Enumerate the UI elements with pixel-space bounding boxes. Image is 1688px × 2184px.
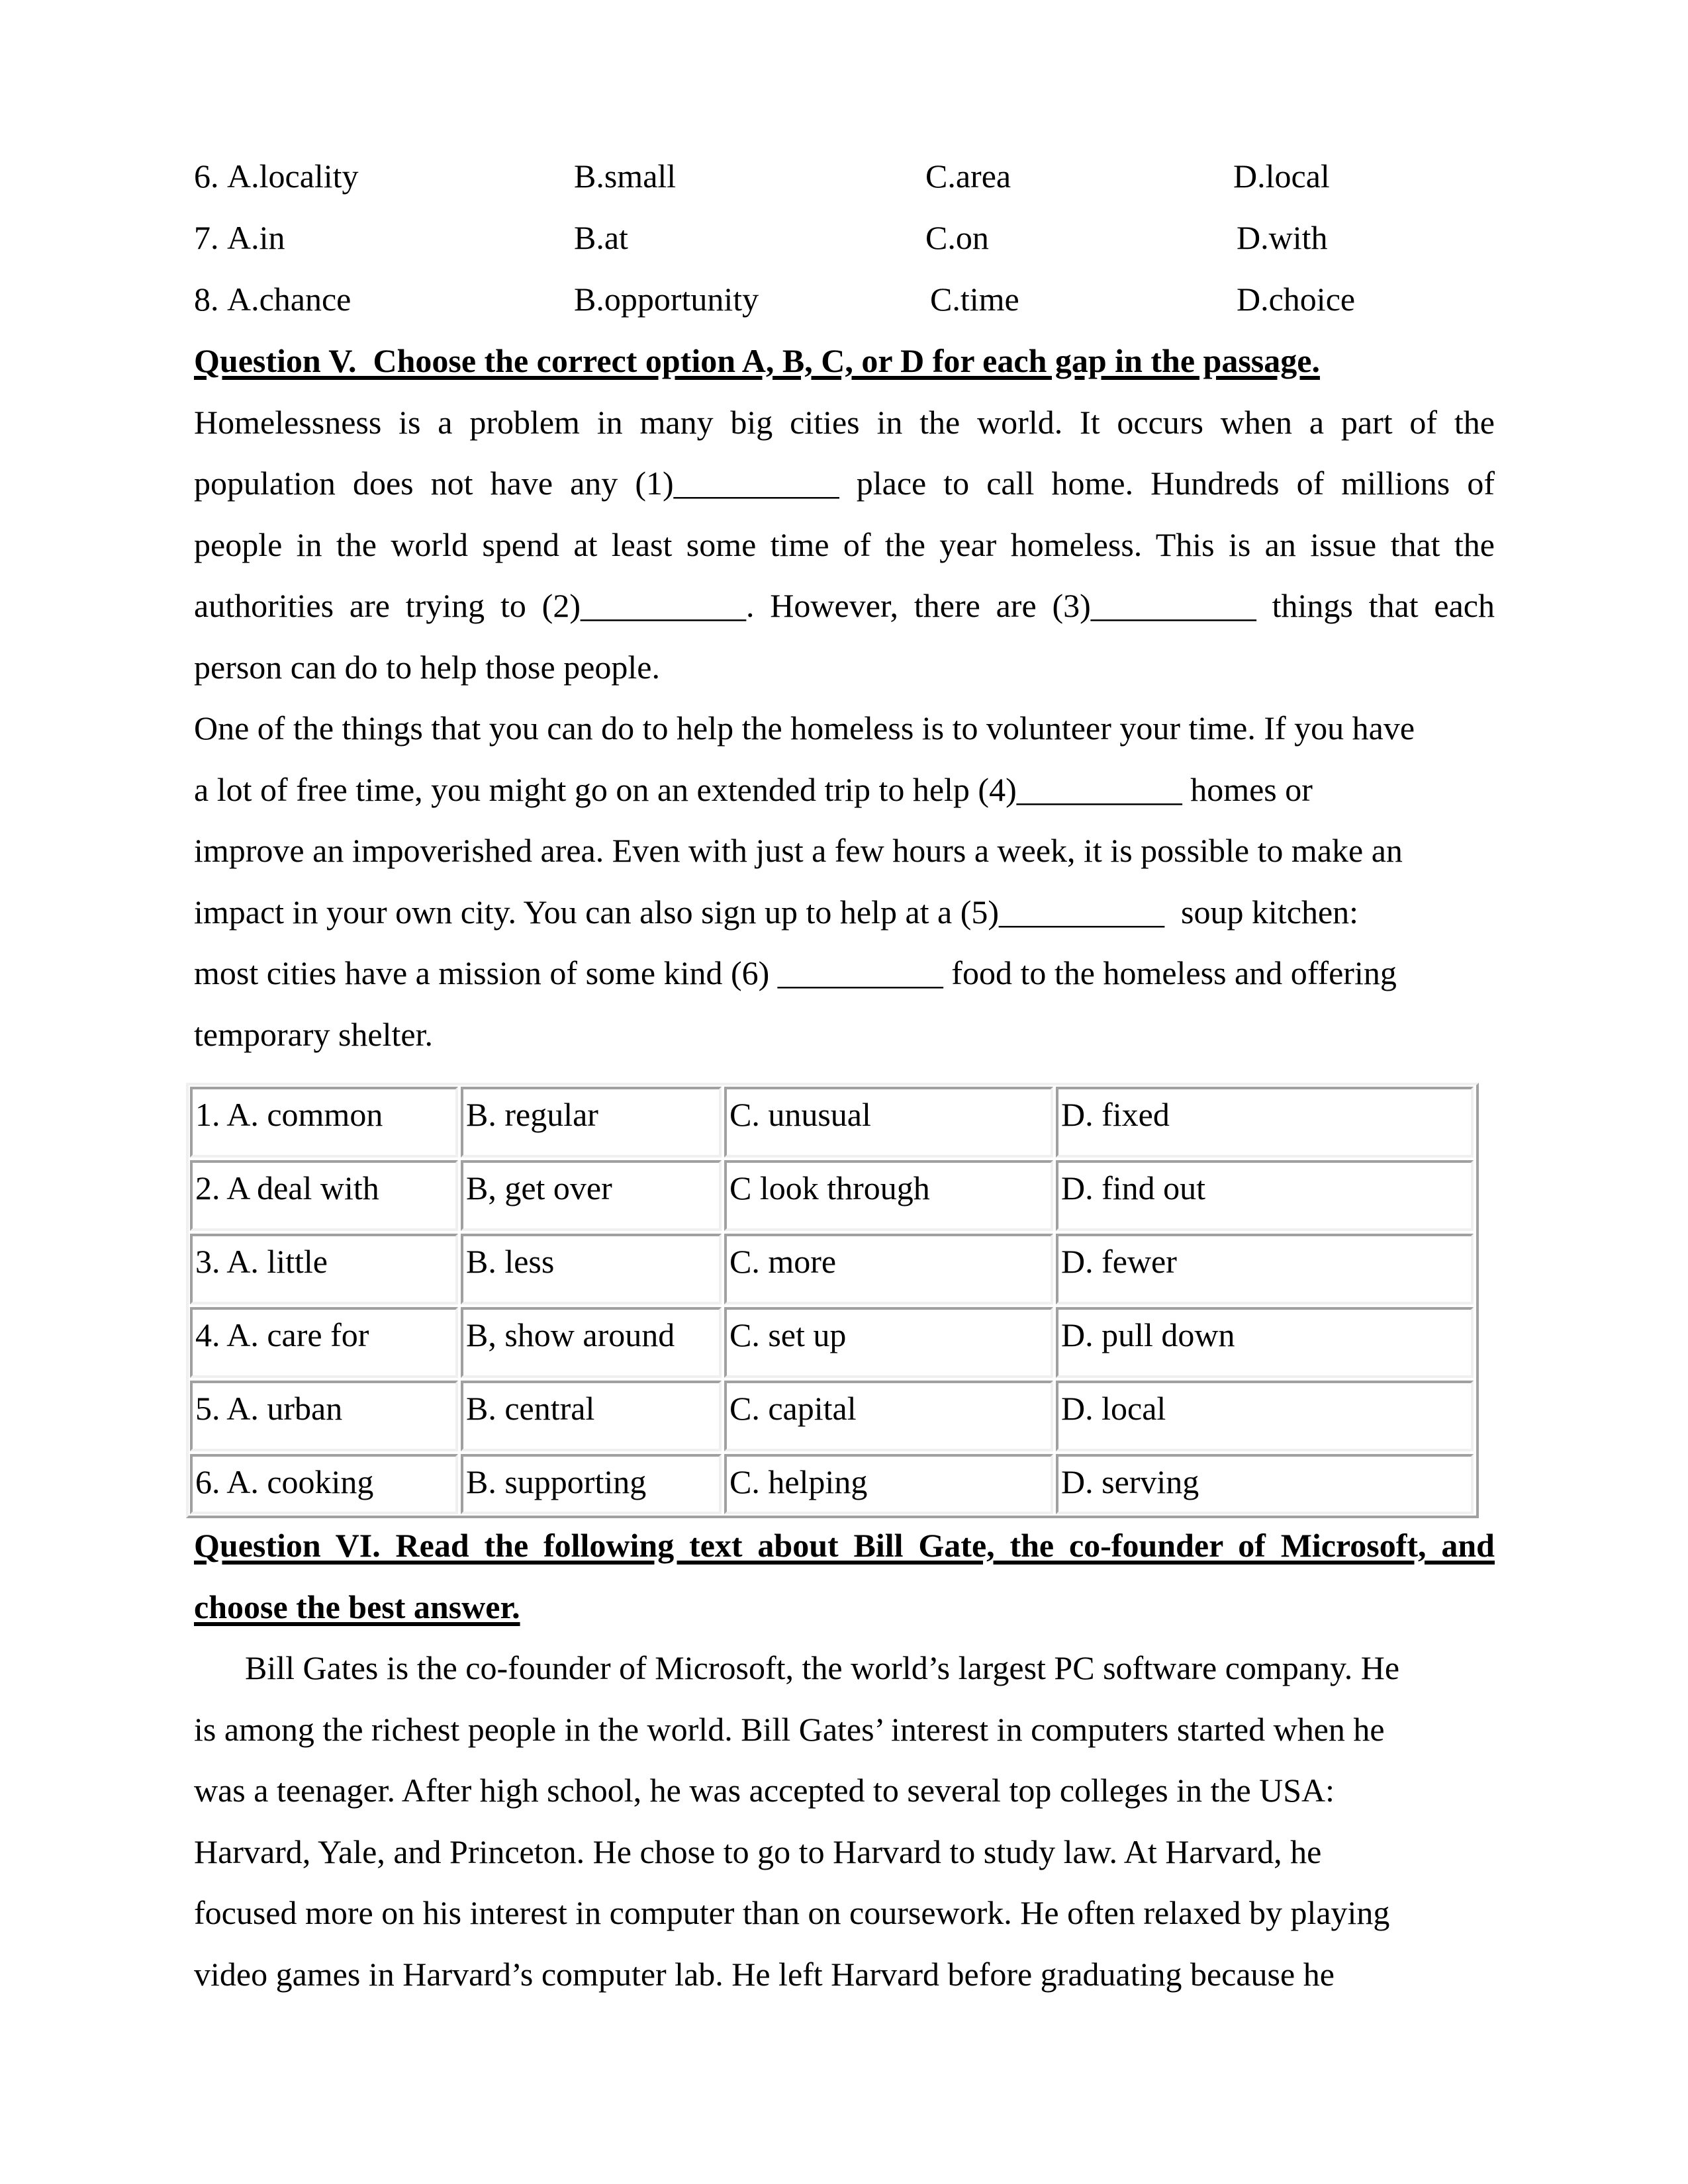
table-cell: 3. A. little: [190, 1234, 458, 1304]
passage-line: temporary shelter.: [194, 1016, 433, 1053]
option-b: B.opportunity: [574, 281, 759, 318]
option-b: B.small: [574, 158, 677, 195]
passage-line: most cities have a mission of some kind (6) __________ food to the homeless and offering: [194, 954, 1397, 991]
passage-line: improve an impoverished area. Even with just a few hours a week, it is possible to make an: [194, 832, 1403, 869]
passage-line: focused more on his interest in computer than on coursework. He often relaxed by playing: [194, 1894, 1390, 1931]
table-cell: B. supporting: [461, 1454, 722, 1514]
option-d: D.with: [1237, 219, 1328, 256]
option-a: A.in: [227, 219, 285, 256]
option-c: C.area: [925, 158, 1011, 195]
table-cell: 5. A. urban: [190, 1381, 458, 1451]
option-row-6: [194, 156, 1495, 196]
passage-line: video games in Harvard’s computer lab. He left Harvard before graduating because he: [194, 1956, 1335, 1993]
table-cell: B. central: [461, 1381, 722, 1451]
table-cell: D. pull down: [1056, 1307, 1474, 1378]
option-a: A.locality: [227, 158, 359, 195]
table-cell: C. helping: [724, 1454, 1053, 1514]
option-num: 8.: [194, 281, 219, 318]
table-cell: B. regular: [461, 1087, 722, 1158]
table-cell: B, show around: [461, 1307, 722, 1378]
table-cell: C. unusual: [724, 1087, 1053, 1158]
passage-line: population does not have any (1)__________ place to call home. Hundreds of millions of: [194, 465, 1495, 502]
question-6-heading: Question VI. Read the following text about Bill Gate, the co-founder of Microsoft, and: [194, 1527, 1495, 1564]
passage-line: Homelessness is a problem in many big cities in the world. It occurs when a part of the: [194, 404, 1495, 441]
options-table: [186, 1083, 1479, 1518]
passage-line: Bill Gates is the co-founder of Microsoft, the world’s largest PC software company. He: [245, 1649, 1400, 1686]
table-cell: D. find out: [1056, 1160, 1474, 1231]
option-c: C.on: [925, 219, 989, 256]
table-cell: D. fewer: [1056, 1234, 1474, 1304]
option-row-8: [194, 279, 1495, 319]
option-row-7: [194, 218, 1495, 257]
passage-line: is among the richest people in the world. Bill Gates’ interest in computers started when he: [194, 1711, 1385, 1748]
table-cell: 1. A. common: [190, 1087, 458, 1158]
table-cell: B, get over: [461, 1160, 722, 1231]
question-5-heading: Question V. Choose the correct option A, B, C, or D for each gap in the passage.: [194, 342, 1320, 379]
option-d: D.choice: [1237, 281, 1356, 318]
option-d: D.local: [1233, 158, 1330, 195]
table-cell: C. more: [724, 1234, 1053, 1304]
passage-line: One of the things that you can do to help the homeless is to volunteer your time. If you have: [194, 709, 1415, 747]
passage-line: people in the world spend at least some time of the year homeless. This is an issue that the: [194, 526, 1495, 563]
passage-line: Harvard, Yale, and Princeton. He chose to go to Harvard to study law. At Harvard, he: [194, 1833, 1322, 1870]
table-cell: C. set up: [724, 1307, 1053, 1378]
table-cell: D. local: [1056, 1381, 1474, 1451]
option-num: 7.: [194, 219, 219, 256]
table-cell: D. serving: [1056, 1454, 1474, 1514]
table-cell: C look through: [724, 1160, 1053, 1231]
passage-line: authorities are trying to (2)__________. However, there are (3)__________ things that each: [194, 587, 1495, 624]
option-a: 6.: [194, 158, 219, 195]
option-b: B.at: [574, 219, 628, 256]
option-a: A.chance: [227, 281, 352, 318]
table-cell: 2. A deal with: [190, 1160, 458, 1231]
table-cell: D. fixed: [1056, 1087, 1474, 1158]
option-c: C.time: [930, 281, 1019, 318]
table-cell: 4. A. care for: [190, 1307, 458, 1378]
passage-line: a lot of free time, you might go on an extended trip to help (4)__________ homes or: [194, 771, 1313, 808]
table-cell: C. capital: [724, 1381, 1053, 1451]
table-cell: B. less: [461, 1234, 722, 1304]
question-6-heading-cont: choose the best answer.: [194, 1588, 520, 1625]
passage-line: impact in your own city. You can also sign up to help at a (5)__________ soup kitchen:: [194, 893, 1359, 931]
table-cell: 6. A. cooking: [190, 1454, 458, 1514]
passage-line: person can do to help those people.: [194, 649, 660, 686]
passage-line: was a teenager. After high school, he was accepted to several top colleges in the USA:: [194, 1772, 1335, 1809]
